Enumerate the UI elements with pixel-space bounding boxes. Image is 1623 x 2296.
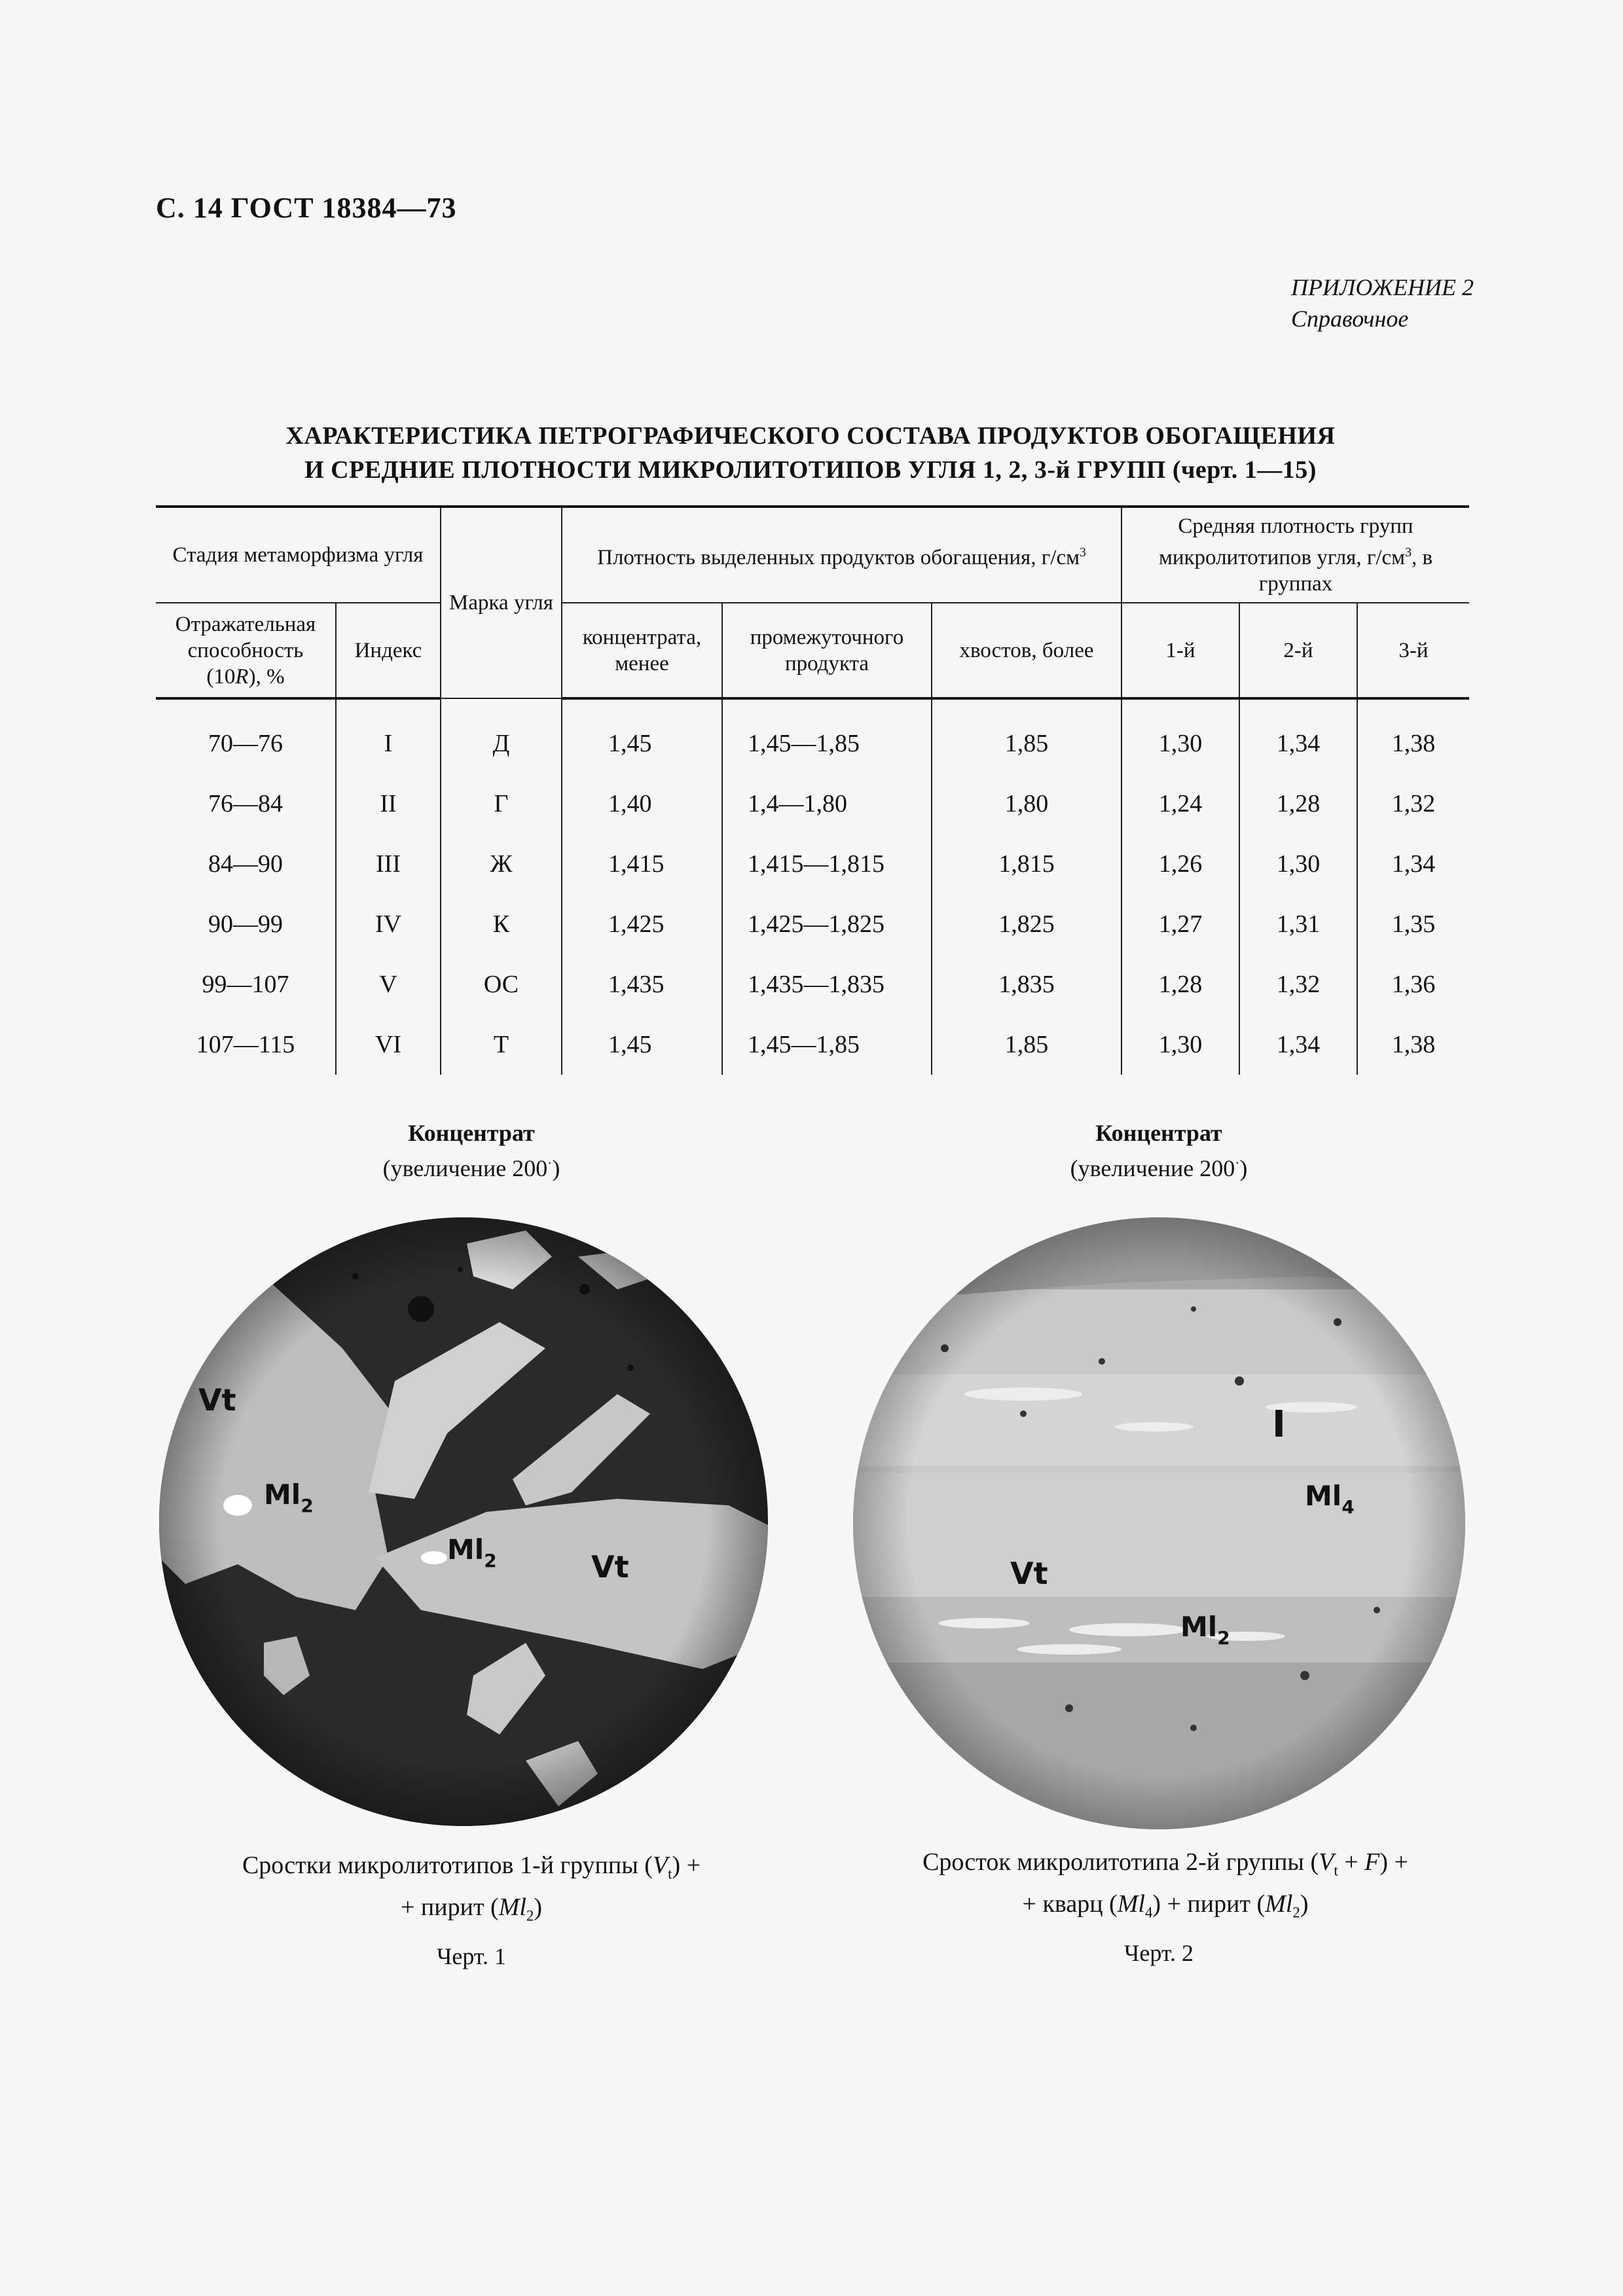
fig1-heading xyxy=(327,1118,615,1183)
fig2-heading xyxy=(1015,1118,1303,1183)
table-row xyxy=(156,774,1469,834)
header-stage: Стадия метаморфизма угля xyxy=(156,507,441,603)
concentrate-cell: 1,415 xyxy=(562,834,722,894)
reflectance-cell: 99—107 xyxy=(156,954,336,1014)
fig1-label-vt-left: Vt xyxy=(198,1382,236,1418)
header-average: Средняя плотность групп микролитотипов угля, $г/см^3$, в группах xyxy=(1122,507,1469,603)
tailings-cell: 1,835 xyxy=(932,954,1122,1014)
table-row xyxy=(156,894,1469,954)
group1-cell: 1,27 xyxy=(1122,894,1239,954)
group1-cell: 1,30 xyxy=(1122,698,1239,774)
fig2-micrograph xyxy=(853,1217,1465,1829)
index-cell: IV xyxy=(336,894,441,954)
fig1-label-ml2-lower: $Ml_2$ xyxy=(447,1534,497,1571)
group3-cell: 1,38 xyxy=(1357,1014,1469,1075)
group2-cell: 1,32 xyxy=(1239,954,1357,1014)
table-row xyxy=(156,954,1469,1014)
header-density: Плотность выделенных продуктов обогащения, $г/см^3$ xyxy=(562,507,1122,603)
document-title xyxy=(156,419,1465,487)
appendix-label: ПРИЛОЖЕНИЕ 2 xyxy=(1291,274,1474,300)
group1-cell: 1,28 xyxy=(1122,954,1239,1014)
group1-cell: 1,26 xyxy=(1122,834,1239,894)
group3-cell: 1,36 xyxy=(1357,954,1469,1014)
group3-cell: 1,32 xyxy=(1357,774,1469,834)
index-cell: II xyxy=(336,774,441,834)
group3-cell: 1,38 xyxy=(1357,698,1469,774)
fig1-number: Черт. 1 xyxy=(437,1943,506,1969)
group2-cell: 1,31 xyxy=(1239,894,1357,954)
reflectance-cell: 70—76 xyxy=(156,698,336,774)
brand-cell: Т xyxy=(441,1014,562,1075)
table-row xyxy=(156,834,1469,894)
concentrate-cell: 1,425 xyxy=(562,894,722,954)
tailings-cell: 1,815 xyxy=(932,834,1122,894)
brand-cell: ОС xyxy=(441,954,562,1014)
density-table xyxy=(156,505,1469,1075)
title-line-1: ХАРАКТЕРИСТИКА ПЕТРОГРАФИЧЕСКОГО СОСТАВА ПРОДУКТОВ ОБОГАЩЕНИЯ xyxy=(285,422,1336,450)
fig1-label-ml2-upper: $Ml_2$ xyxy=(264,1479,314,1516)
header-group-3: 3-й xyxy=(1357,603,1469,698)
table-row xyxy=(156,698,1469,774)
header-reflectance: Отражательная способность (10R), % xyxy=(156,603,336,698)
fig1-title: Концентрат xyxy=(408,1120,535,1146)
appendix-reference: Справочное xyxy=(1291,306,1409,332)
index-cell: III xyxy=(336,834,441,894)
fig2-micrograph-image xyxy=(853,1217,1465,1829)
group1-cell: 1,24 xyxy=(1122,774,1239,834)
header-concentrate: концентрата, менее xyxy=(562,603,722,698)
index-cell: V xyxy=(336,954,441,1014)
fig2-zoom: (увеличение 200·) xyxy=(1070,1155,1248,1181)
group3-cell: 1,35 xyxy=(1357,894,1469,954)
fig1-micrograph xyxy=(159,1217,768,1826)
concentrate-cell: 1,45 xyxy=(562,1014,722,1075)
fig2-title: Концентрат xyxy=(1095,1120,1222,1146)
tailings-cell: 1,825 xyxy=(932,894,1122,954)
brand-cell: Ж xyxy=(441,834,562,894)
reflectance-cell: 90—99 xyxy=(156,894,336,954)
brand-cell: Д xyxy=(441,698,562,774)
concentrate-cell: 1,45 xyxy=(562,698,722,774)
fig2-label-vt: Vt xyxy=(1010,1556,1048,1591)
header-brand: Марка угля xyxy=(441,507,562,698)
header-tailings: хвостов, более xyxy=(932,603,1122,698)
brand-cell: Г xyxy=(441,774,562,834)
fig2-label-ml2: $Ml_2$ xyxy=(1180,1611,1230,1649)
header-group-2: 2-й xyxy=(1239,603,1357,698)
reflectance-cell: 107—115 xyxy=(156,1014,336,1075)
table-row xyxy=(156,1014,1469,1075)
fig1-label-vt-right: Vt xyxy=(591,1549,629,1585)
group2-cell: 1,34 xyxy=(1239,1014,1357,1075)
tailings-cell: 1,85 xyxy=(932,698,1122,774)
brand-cell: К xyxy=(441,894,562,954)
reflectance-cell: 76—84 xyxy=(156,774,336,834)
index-cell: I xyxy=(336,698,441,774)
fig1-zoom: (увеличение 200·) xyxy=(382,1155,560,1181)
middling-cell: 1,45—1,85 xyxy=(722,698,932,774)
middling-cell: 1,45—1,85 xyxy=(722,1014,932,1075)
middling-cell: 1,415—1,815 xyxy=(722,834,932,894)
header-index: Индекс xyxy=(336,603,441,698)
fig1-caption: Сростки микролитотипов 1-й группы $(V_t)$ + + пирит $(Ml_2)$ xyxy=(242,1852,701,1924)
concentrate-cell: 1,40 xyxy=(562,774,722,834)
reflectance-cell: 84—90 xyxy=(156,834,336,894)
fig2-caption: Сросток микролитотипа 2-й группы $(V_t + F)$ + + кварц $(Ml_4)$ + пирит $(Ml_2)$ xyxy=(922,1848,1408,1921)
tailings-cell: 1,85 xyxy=(932,1014,1122,1075)
fig2-label-i: I xyxy=(1272,1403,1286,1446)
fig2-number: Черт. 2 xyxy=(1124,1940,1194,1966)
group2-cell: 1,28 xyxy=(1239,774,1357,834)
header-middling: промежуточного продукта xyxy=(722,603,932,698)
group3-cell: 1,34 xyxy=(1357,834,1469,894)
fig1-micrograph-image xyxy=(159,1217,768,1826)
middling-cell: 1,435—1,835 xyxy=(722,954,932,1014)
title-line-2: И СРЕДНИЕ ПЛОТНОСТИ МИКРОЛИТОТИПОВ УГЛЯ 1, 2, 3-й ГРУПП (черт. 1—15) xyxy=(304,456,1317,484)
header-group-1: 1-й xyxy=(1122,603,1239,698)
middling-cell: 1,4—1,80 xyxy=(722,774,932,834)
group2-cell: 1,30 xyxy=(1239,834,1357,894)
concentrate-cell: 1,435 xyxy=(562,954,722,1014)
appendix-block xyxy=(1291,272,1474,334)
index-cell: VI xyxy=(336,1014,441,1075)
fig2-label-ml4: $Ml_4$ xyxy=(1305,1480,1355,1518)
page-header: С. 14 ГОСТ 18384—73 xyxy=(156,192,457,224)
middling-cell: 1,425—1,825 xyxy=(722,894,932,954)
tailings-cell: 1,80 xyxy=(932,774,1122,834)
group1-cell: 1,30 xyxy=(1122,1014,1239,1075)
group2-cell: 1,34 xyxy=(1239,698,1357,774)
